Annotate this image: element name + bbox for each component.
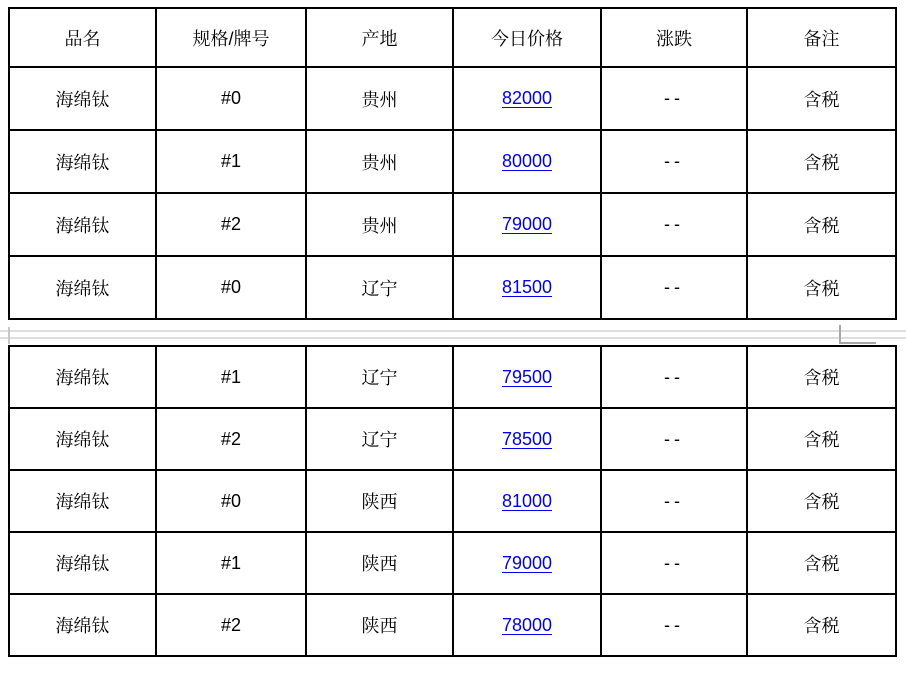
note-cell: 含税 <box>747 256 896 319</box>
note-cell: 含税 <box>747 594 896 656</box>
change-cell: -- <box>601 470 747 532</box>
change-cell: -- <box>601 594 747 656</box>
column-header-change: 涨跌 <box>601 8 747 67</box>
origin-link[interactable]: 辽宁 <box>306 346 453 408</box>
spec-cell: #2 <box>156 594 306 656</box>
spec-cell: #0 <box>156 67 306 130</box>
spec-cell: #0 <box>156 256 306 319</box>
price-link-text[interactable]: 78000 <box>501 614 553 635</box>
note-cell: 含税 <box>747 470 896 532</box>
spec-cell: #1 <box>156 532 306 594</box>
product-name-cell: 海绵钛 <box>9 67 156 130</box>
table-row <box>9 130 896 193</box>
change-cell: -- <box>601 408 747 470</box>
note-cell: 含税 <box>747 532 896 594</box>
price-link-text[interactable]: 79000 <box>501 214 553 234</box>
seam-line-top <box>0 330 906 332</box>
price-table <box>8 345 897 657</box>
table-row <box>9 256 896 319</box>
note-cell: 含税 <box>747 408 896 470</box>
price-link[interactable] <box>453 594 601 656</box>
price-link[interactable] <box>453 532 601 594</box>
table-row <box>9 594 896 656</box>
origin-link[interactable]: 陕西 <box>306 594 453 656</box>
price-table-upper <box>8 7 897 320</box>
table-row <box>9 193 896 256</box>
origin-link[interactable]: 贵州 <box>306 130 453 193</box>
origin-link[interactable]: 辽宁 <box>306 256 453 319</box>
price-link-text[interactable]: 80000 <box>501 151 553 171</box>
change-cell: -- <box>601 256 747 319</box>
origin-link[interactable]: 陕西 <box>306 470 453 532</box>
seam-line-bottom <box>0 337 906 339</box>
price-link-text[interactable]: 82000 <box>501 88 553 108</box>
origin-link[interactable]: 贵州 <box>306 67 453 130</box>
note-cell: 含税 <box>747 130 896 193</box>
spec-cell: #2 <box>156 193 306 256</box>
price-link-text[interactable]: 81500 <box>501 277 553 297</box>
table-row <box>9 532 896 594</box>
column-header-origin: 产地 <box>306 8 453 67</box>
product-name-cell: 海绵钛 <box>9 193 156 256</box>
product-name-cell: 海绵钛 <box>9 532 156 594</box>
note-cell: 含税 <box>747 193 896 256</box>
table-row <box>9 67 896 130</box>
seam-left-fragment <box>8 327 10 344</box>
column-header-price: 今日价格 <box>453 8 601 67</box>
table-row <box>9 470 896 532</box>
price-table-lower <box>8 345 897 657</box>
price-link[interactable] <box>453 193 601 256</box>
price-link[interactable] <box>453 67 601 130</box>
table-row <box>9 408 896 470</box>
screenshot-seam <box>0 327 906 345</box>
price-link[interactable] <box>453 470 601 532</box>
price-link[interactable] <box>453 346 601 408</box>
note-cell: 含税 <box>747 346 896 408</box>
price-link[interactable] <box>453 256 601 319</box>
price-link-text[interactable]: 79500 <box>501 366 553 387</box>
change-cell: -- <box>601 346 747 408</box>
price-link[interactable] <box>453 130 601 193</box>
product-name-cell: 海绵钛 <box>9 408 156 470</box>
column-header-product: 品名 <box>9 8 156 67</box>
price-link[interactable] <box>453 408 601 470</box>
change-cell: -- <box>601 532 747 594</box>
scrollbar-fragment-horizontal <box>839 342 876 344</box>
product-name-cell: 海绵钛 <box>9 346 156 408</box>
product-name-cell: 海绵钛 <box>9 130 156 193</box>
product-name-cell: 海绵钛 <box>9 470 156 532</box>
origin-link[interactable]: 辽宁 <box>306 408 453 470</box>
spec-cell: #1 <box>156 130 306 193</box>
product-name-cell: 海绵钛 <box>9 594 156 656</box>
change-cell: -- <box>601 193 747 256</box>
origin-link[interactable]: 贵州 <box>306 193 453 256</box>
header-row <box>9 8 896 67</box>
change-cell: -- <box>601 130 747 193</box>
column-header-spec: 规格/牌号 <box>156 8 306 67</box>
price-link-text[interactable]: 79000 <box>501 552 553 573</box>
change-cell: -- <box>601 67 747 130</box>
spec-cell: #1 <box>156 346 306 408</box>
price-link-text[interactable]: 78500 <box>501 428 553 449</box>
price-link-text[interactable]: 81000 <box>501 490 553 511</box>
spec-cell: #0 <box>156 470 306 532</box>
note-cell: 含税 <box>747 67 896 130</box>
column-header-note: 备注 <box>747 8 896 67</box>
spec-cell: #2 <box>156 408 306 470</box>
price-table <box>8 7 897 320</box>
origin-link[interactable]: 陕西 <box>306 532 453 594</box>
product-name-cell: 海绵钛 <box>9 256 156 319</box>
table-row <box>9 346 896 408</box>
